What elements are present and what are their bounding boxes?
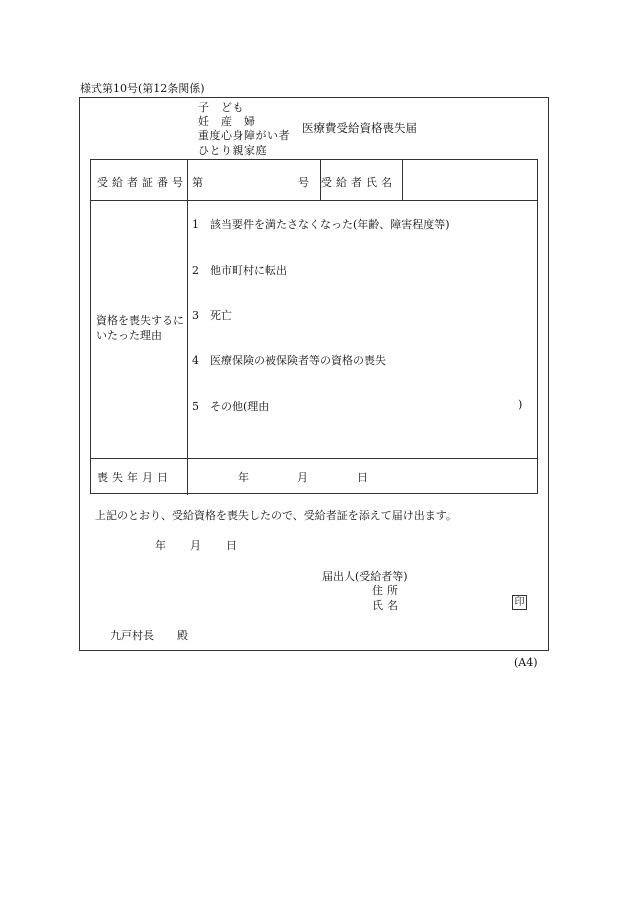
addressee-suffix: 殿 xyxy=(177,629,188,642)
category-disabled: 重度心身障がい者 xyxy=(198,129,290,142)
reason-item: 4 医療保険の被保険者等の資格の喪失 xyxy=(192,354,386,367)
form-title: 医療費受給資格喪失届 xyxy=(302,121,417,135)
submission-year: 年 xyxy=(155,539,166,552)
addressee: 九戸村長 xyxy=(110,629,154,642)
paper-size: (A4) xyxy=(514,656,538,669)
table-divider xyxy=(91,200,537,201)
loss-date-day: 日 xyxy=(357,471,368,484)
loss-date-month: 月 xyxy=(297,471,308,484)
address-label: 住所 xyxy=(372,584,402,597)
name-label: 氏名 xyxy=(372,599,402,612)
submission-month: 月 xyxy=(190,539,201,552)
table-divider xyxy=(402,160,403,200)
reason-label: 資格を喪失するにいたった理由 xyxy=(96,314,184,342)
loss-date-label: 喪失年月日 xyxy=(97,471,172,484)
category-pregnant: 妊 産 婦 xyxy=(198,115,256,128)
table-divider xyxy=(187,160,188,495)
table-divider xyxy=(91,458,537,459)
statement: 上記のとおり、受給資格を喪失したので、受給者証を添えて届け出ます。 xyxy=(95,509,457,522)
recipient-name-label: 受給者氏名 xyxy=(321,176,396,189)
category-children: 子 ども xyxy=(198,101,244,114)
category-single-parent: ひとり親家庭 xyxy=(198,144,267,157)
submission-day: 日 xyxy=(226,539,237,552)
loss-date-year: 年 xyxy=(238,471,249,484)
reason-item: 3 死亡 xyxy=(192,309,232,322)
seal-mark: 印 xyxy=(512,595,527,610)
reason-close-paren: ) xyxy=(518,398,523,411)
form-number: 様式第10号(第12条関係) xyxy=(80,82,205,95)
reason-item: 1 該当要件を満たさなくなった(年齢、障害程度等) xyxy=(192,218,450,231)
cert-prefix: 第 xyxy=(192,176,203,189)
reason-item: 2 他市町村に転出 xyxy=(192,264,287,277)
cert-suffix: 号 xyxy=(298,176,309,189)
notifier-title: 届出人(受給者等) xyxy=(322,570,408,583)
cert-number-label: 受給者証番号 xyxy=(97,176,187,189)
reason-item: 5 その他(理由 xyxy=(192,400,270,413)
